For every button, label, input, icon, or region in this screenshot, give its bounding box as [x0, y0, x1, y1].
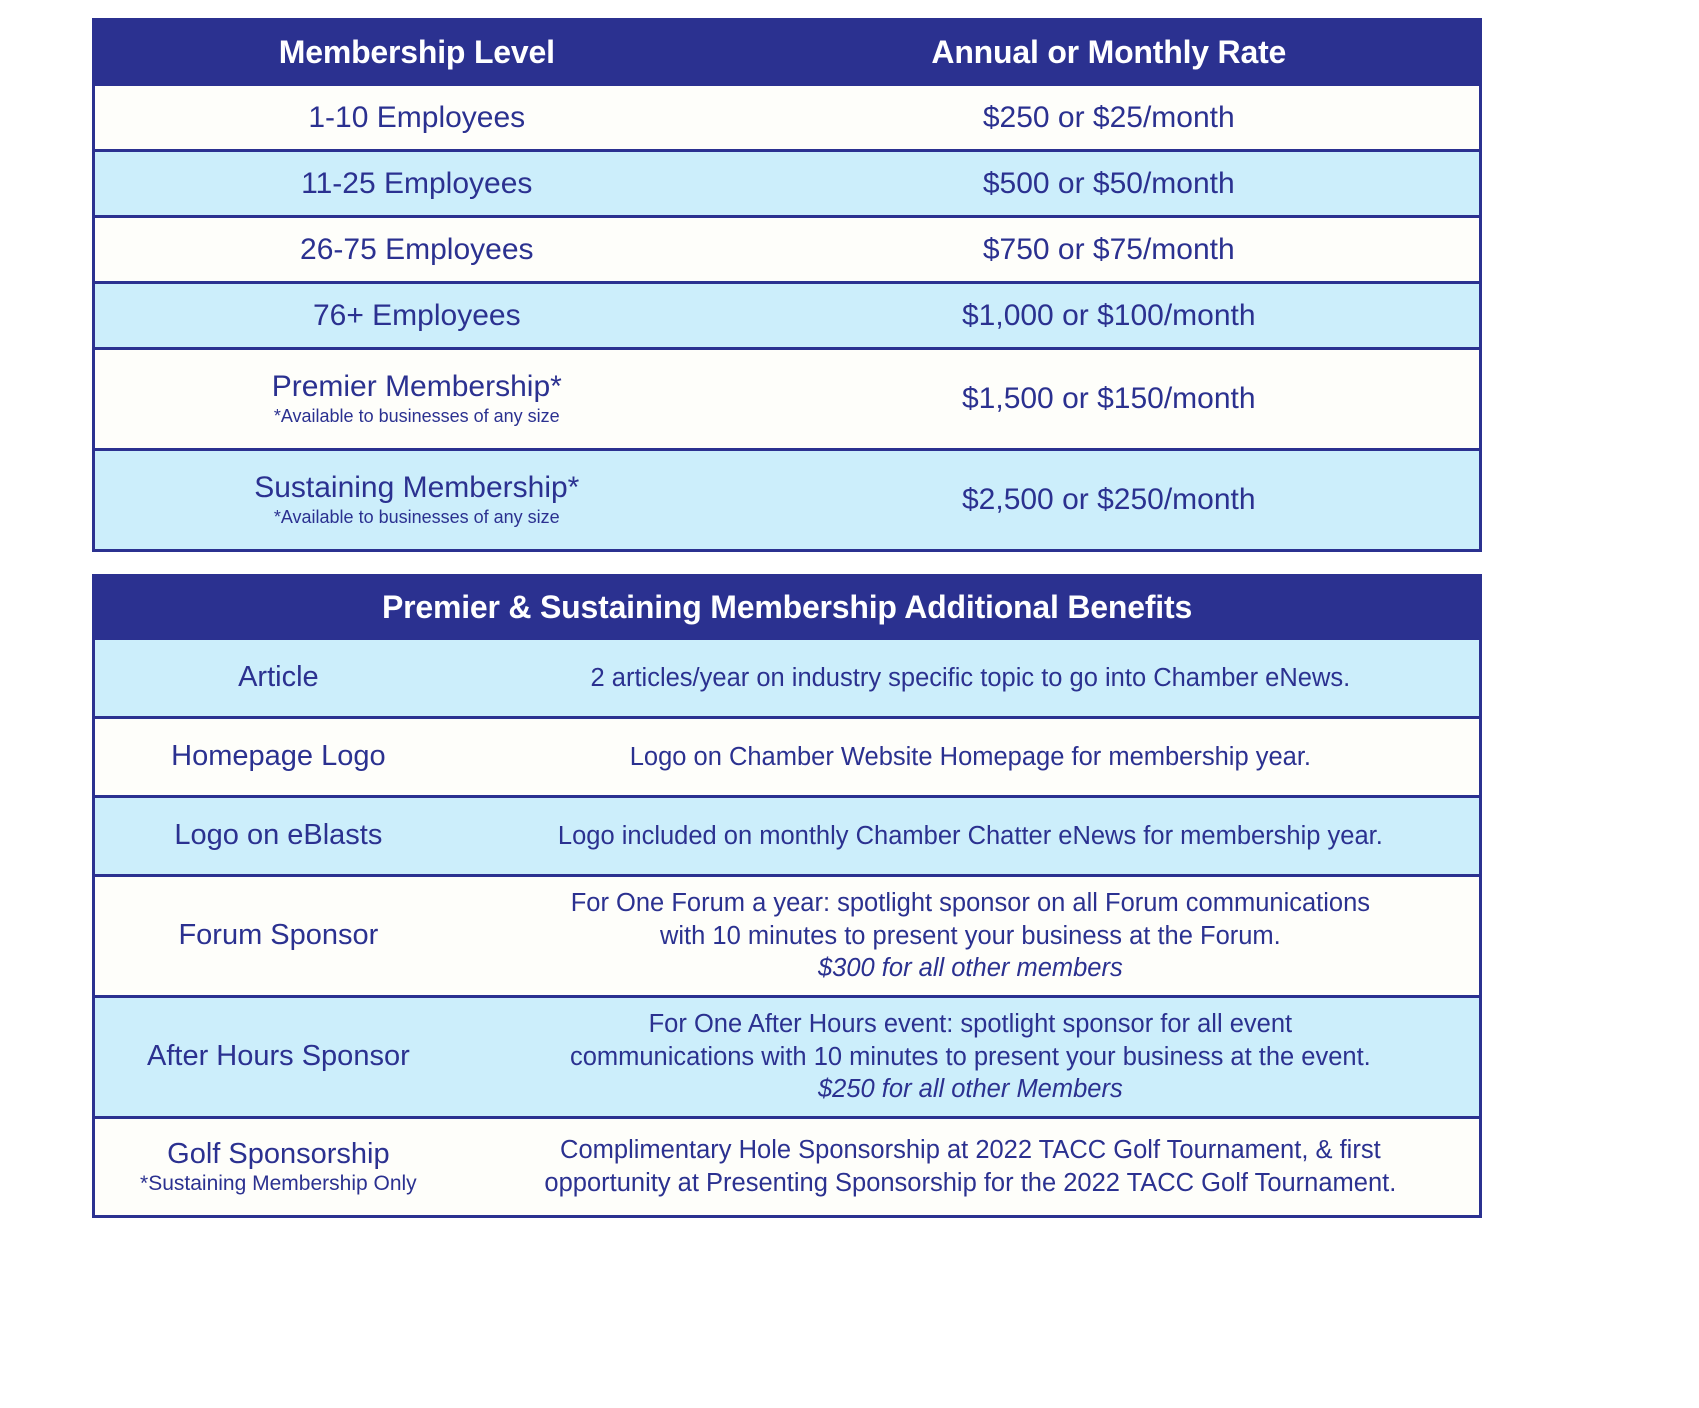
benefit-name-text: Article [238, 661, 319, 694]
table-row [95, 716, 1479, 795]
benefit-name-text: After Hours Sponsor [147, 1040, 410, 1073]
benefit-footnote: *Sustaining Membership Only [140, 1171, 417, 1195]
rate-row-level-text: Premier Membership* [271, 370, 562, 404]
rate-row-level [95, 218, 739, 281]
benefit-description [462, 640, 1479, 716]
benefit-label [95, 1119, 462, 1215]
rate-row-price [739, 350, 1479, 448]
rate-row-price-text: $1,500 or $150/month [961, 382, 1256, 416]
rate-row-price [739, 451, 1479, 549]
benefit-description-line: For One Forum a year: spotlight sponsor on all Forum communications [570, 889, 1371, 918]
additional-benefits-table [92, 574, 1482, 1218]
benefit-description-text [553, 881, 1388, 991]
benefits-table-title: Premier & Sustaining Membership Additional Benefits [381, 589, 1193, 625]
column-header-membership-level: Membership Level [278, 34, 555, 70]
benefit-description-line: opportunity at Presenting Sponsorship for the 2022 TACC Golf Tournament. [544, 1169, 1397, 1197]
benefit-price-note: $300 for all other members [818, 954, 1123, 983]
rate-row-price-text: $2,500 or $250/month [961, 483, 1256, 517]
benefit-description-text [573, 656, 1369, 701]
rate-row-price [739, 152, 1479, 215]
rate-row-level-text: 76+ Employees [312, 298, 521, 332]
rate-row-price-text: $250 or $25/month [982, 100, 1235, 134]
rate-row-level-text: 1-10 Employees [308, 100, 526, 134]
table-row [95, 281, 1479, 347]
rate-row-price [739, 86, 1479, 149]
benefit-price-note: $250 for all other Members [817, 1075, 1123, 1104]
membership-rates-table [92, 18, 1482, 552]
benefit-description-line: Logo on Chamber Website Homepage for membership year. [629, 742, 1312, 771]
table-row [95, 347, 1479, 448]
rate-row-price-text: $750 or $75/month [982, 232, 1235, 266]
rate-row-price [739, 218, 1479, 281]
table-row [95, 83, 1479, 149]
rate-row-level-text: 11-25 Employees [301, 166, 533, 200]
benefit-description [462, 798, 1479, 874]
benefit-description-line: 2 articles/year on industry specific topic to go into Chamber eNews. [590, 663, 1351, 692]
column-header-annual-monthly-rate: Annual or Monthly Rate [931, 34, 1287, 70]
benefit-label [95, 877, 462, 995]
rate-row-level [95, 152, 739, 215]
rate-row-level [95, 86, 739, 149]
benefit-name-text: Golf Sponsorship [167, 1138, 390, 1171]
rate-row-footnote: *Available to businesses of any size [273, 405, 560, 426]
benefit-name-text: Logo on eBlasts [174, 819, 383, 852]
table-row [95, 448, 1479, 549]
rate-row-price [739, 284, 1479, 347]
rates-table-header-row [95, 21, 1479, 83]
benefit-description-line: Logo included on monthly Chamber Chatter eNews for membership year. [557, 821, 1383, 850]
benefit-description-text [540, 814, 1401, 859]
table-row [95, 995, 1479, 1116]
rate-row-level [95, 284, 739, 347]
benefit-label [95, 719, 462, 795]
rate-row-level-text: 26-75 Employees [300, 232, 534, 266]
rate-row-price-text: $1,000 or $100/month [961, 298, 1256, 332]
table-row [95, 874, 1479, 995]
benefit-description-line: with 10 minutes to present your business at the Forum. [659, 921, 1281, 950]
benefit-description-line: For One After Hours event: spotlight sponsor for all event [648, 1010, 1293, 1039]
table-row [95, 1116, 1479, 1215]
benefit-description [462, 877, 1479, 995]
rate-row-level [95, 350, 739, 448]
benefit-description [462, 719, 1479, 795]
benefit-description [462, 998, 1479, 1116]
benefit-name-text: Forum Sponsor [178, 919, 379, 952]
benefit-description-text [526, 1128, 1414, 1205]
benefits-table-header-row [95, 577, 1479, 637]
rate-row-footnote: *Available to businesses of any size [273, 506, 560, 527]
benefit-description-text [612, 735, 1329, 780]
benefit-label [95, 640, 462, 716]
benefit-description-line: communications with 10 minutes to present your business at the event. [569, 1042, 1371, 1071]
table-row [95, 795, 1479, 874]
rate-row-level [95, 451, 739, 549]
table-row [95, 215, 1479, 281]
benefit-description-line: Complimentary Hole Sponsorship at 2022 TACC Golf Tournament, & first [560, 1136, 1381, 1165]
benefit-description [462, 1119, 1479, 1215]
benefit-name-text: Homepage Logo [171, 740, 386, 773]
rate-row-price-text: $500 or $50/month [982, 166, 1235, 200]
benefit-label [95, 998, 462, 1116]
benefit-label [95, 798, 462, 874]
rate-row-level-text: Sustaining Membership* [254, 471, 580, 505]
table-row [95, 637, 1479, 716]
benefit-description-text [552, 1002, 1389, 1112]
table-row [95, 149, 1479, 215]
